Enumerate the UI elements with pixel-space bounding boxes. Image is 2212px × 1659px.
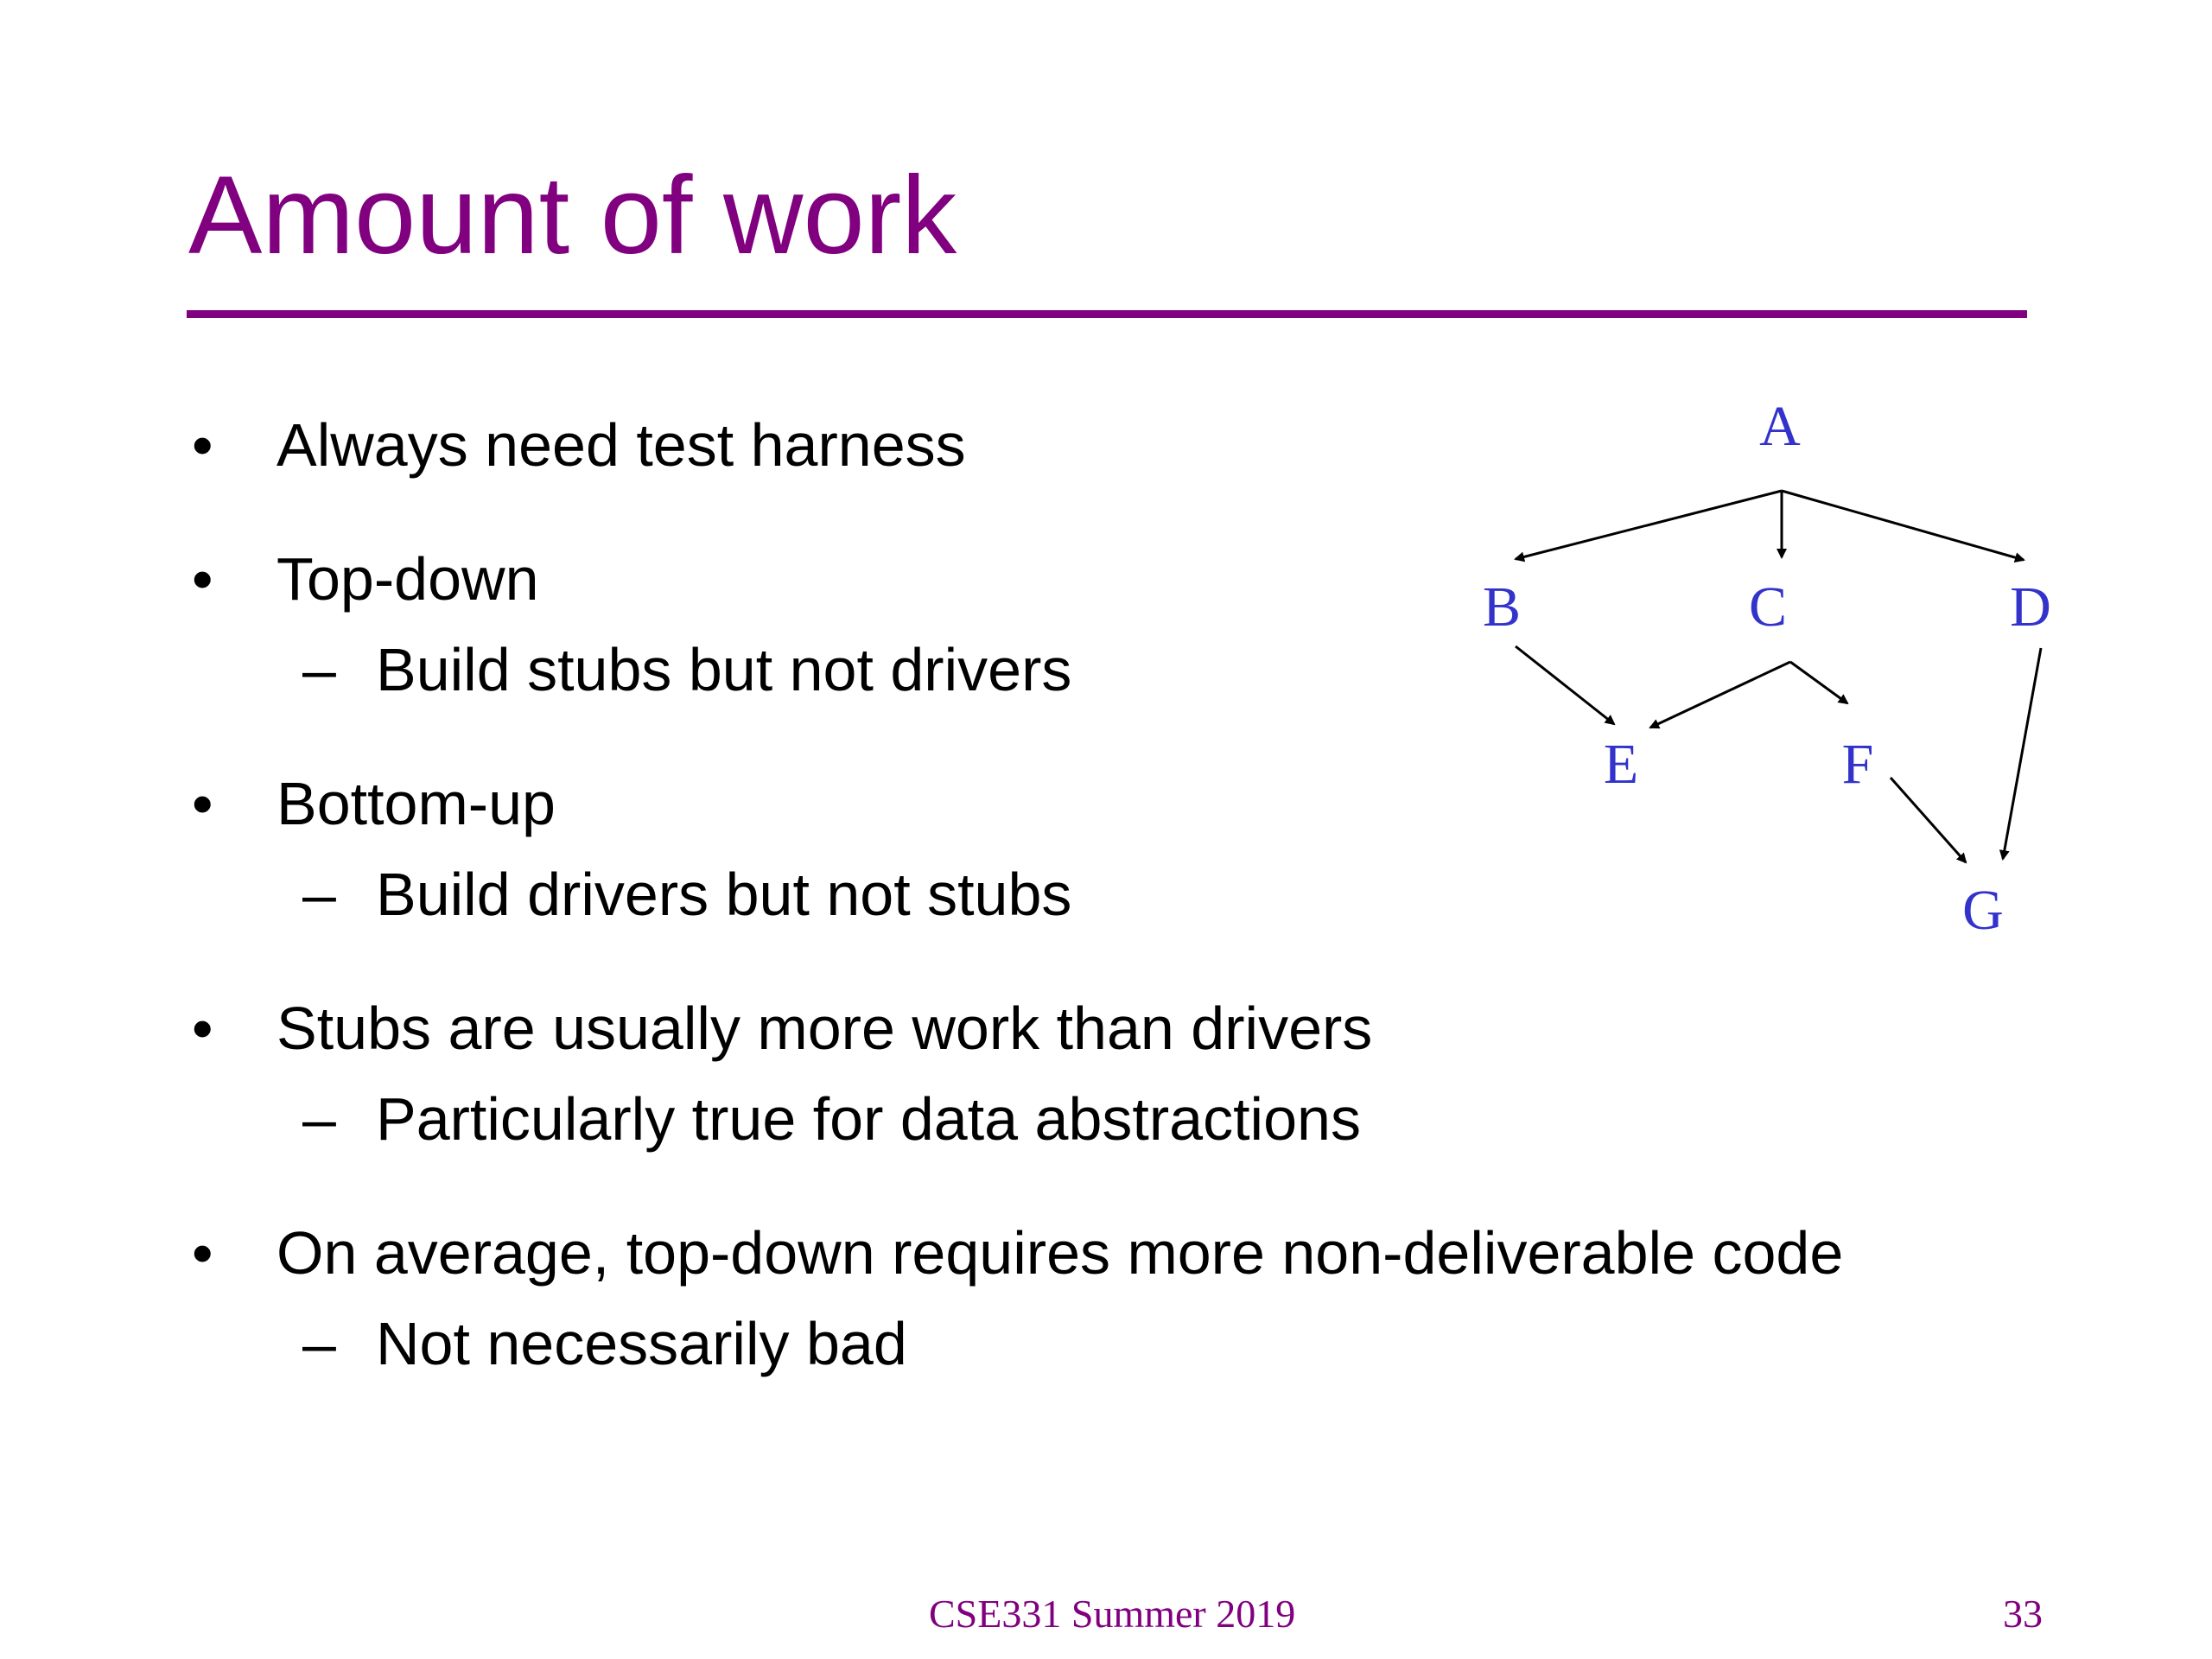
footer-course: CSE331 Summer 2019: [929, 1592, 1296, 1636]
sub-bullet-marker: –: [302, 861, 336, 928]
node-c: C: [1748, 575, 1788, 639]
edge-b-e: [1516, 646, 1614, 724]
sub-bullet-marker: –: [302, 636, 336, 703]
footer-page-number: 33: [2003, 1592, 2043, 1636]
edge-d-g: [2003, 648, 2041, 859]
bullet-marker: •: [192, 1219, 213, 1287]
sub-bullet-text: Not necessarily bad: [376, 1310, 907, 1377]
node-d: D: [2010, 575, 2051, 639]
bullet-marker: •: [192, 995, 213, 1062]
bullet-marker: •: [192, 411, 213, 479]
node-e: E: [1603, 733, 1639, 796]
sub-bullet-marker: –: [302, 1085, 336, 1153]
edge-c-f: [1790, 662, 1847, 703]
bullet-text: On average, top-down requires more non-deliverable code: [276, 1219, 1844, 1287]
slide-title: Amount of work: [188, 154, 957, 277]
node-g: G: [1962, 879, 2004, 942]
sub-bullet-text: Particularly true for data abstractions: [376, 1085, 1361, 1153]
sub-bullet-marker: –: [302, 1310, 336, 1377]
node-b: B: [1482, 575, 1522, 639]
bullet-marker: •: [192, 545, 213, 613]
edge-c-e: [1650, 662, 1790, 728]
sub-bullet-text: Build stubs but not drivers: [376, 636, 1072, 703]
sub-bullet-text: Build drivers but not stubs: [376, 861, 1072, 928]
bullet-text: Top-down: [276, 545, 539, 613]
node-a: A: [1759, 395, 1801, 458]
edge-a-d: [1782, 491, 2024, 560]
bullet-text: Bottom-up: [276, 770, 556, 837]
bullet-marker: •: [192, 770, 213, 837]
bullet-text: Always need test harness: [276, 411, 966, 479]
edge-f-g: [1891, 778, 1966, 862]
bullet-text: Stubs are usually more work than drivers: [276, 995, 1373, 1062]
dependency-graph: [1434, 372, 2074, 959]
edge-a-b: [1516, 491, 1782, 559]
node-f: F: [1841, 733, 1874, 796]
